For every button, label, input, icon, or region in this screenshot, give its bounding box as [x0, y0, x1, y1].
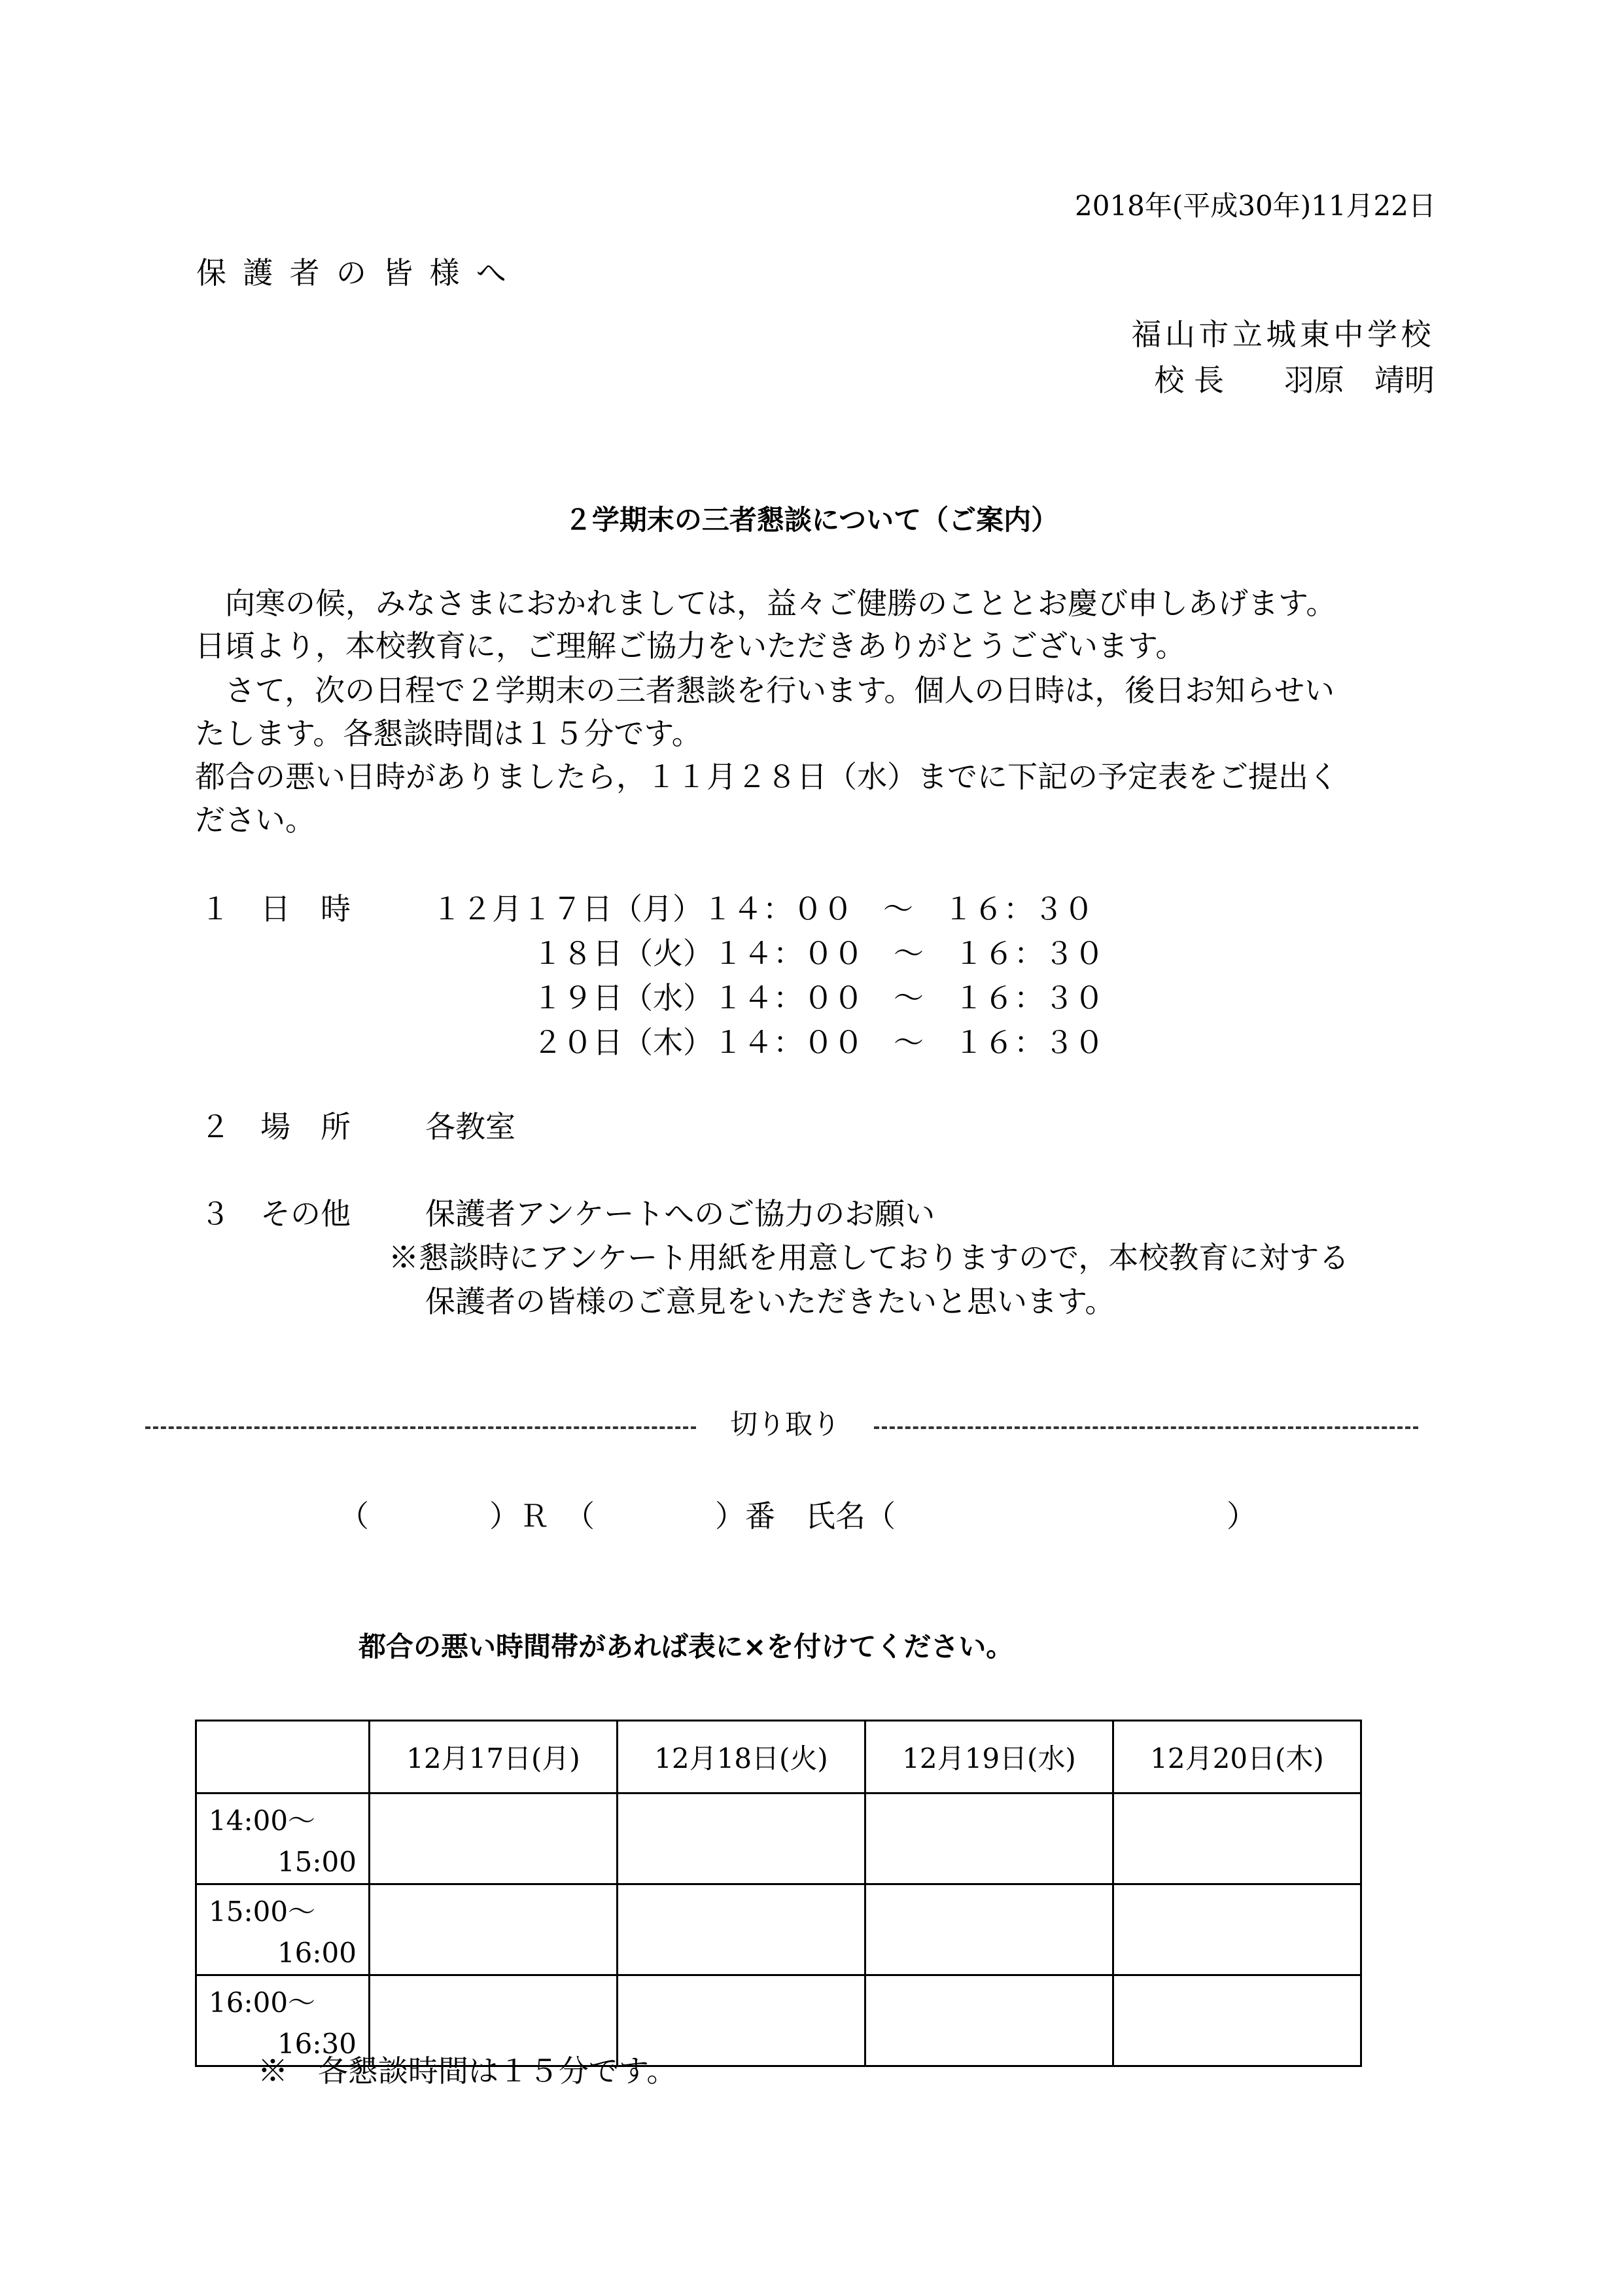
item3-label: ３ その他 — [200, 1196, 351, 1231]
schedule-line: １９日（水）１４：００ ～ １６：３０ — [532, 980, 1104, 1016]
school-name: 福山市立城東中学校 — [1131, 317, 1435, 352]
mark-cell[interactable] — [370, 1884, 618, 1975]
mark-cell[interactable] — [865, 1884, 1113, 1975]
time-slot-cell — [196, 1884, 370, 1975]
footnote: ※ 各懇談時間は１５分です。 — [258, 2053, 677, 2089]
table-title: 都合の悪い時間帯があれば表に×を付けてください。 — [358, 1631, 1014, 1663]
schedule-line: １８日（火）１４：００ ～ １６：３０ — [532, 936, 1104, 971]
time-slot-end: 16:30 — [277, 2028, 357, 2060]
mark-cell[interactable] — [865, 1975, 1113, 2066]
schedule-table — [195, 1720, 1362, 2067]
item2-label: ２ 場 所 — [200, 1109, 351, 1144]
time-slot-start: 16:00～ — [209, 1987, 316, 2019]
name-form-line: （ ）Ｒ （ ）番 氏名（ ） — [339, 1498, 1257, 1534]
table-header-row — [196, 1721, 1361, 1793]
body-line: 日頃より，本校教育に，ご理解ご協力をいただきありがとうございます。 — [195, 628, 1186, 663]
body-line: ださい。 — [195, 802, 315, 838]
mark-cell[interactable] — [618, 1884, 865, 1975]
schedule-line: ２０日（木）１４：００ ～ １６：３０ — [532, 1025, 1104, 1060]
cut-line-left — [145, 1426, 696, 1429]
mark-cell[interactable] — [1113, 1884, 1361, 1975]
body-line: たします。各懇談時間は１５分です。 — [195, 716, 702, 751]
body-line: 向寒の候，みなさまにおかれましては，益々ご健勝のこととお慶び申しあげます。 — [195, 586, 1336, 621]
time-slot-cell — [196, 1975, 370, 2066]
table-row — [196, 1793, 1361, 1884]
time-slot-end: 15:00 — [277, 1846, 357, 1878]
principal-name: 校 長 羽原 靖明 — [1154, 362, 1435, 398]
note-line: 保護者の皆様のご意見をいただきたいと思います。 — [425, 1284, 1115, 1319]
mark-cell[interactable] — [370, 1793, 618, 1884]
time-slot-end: 16:00 — [277, 1937, 357, 1969]
body-line: さて，次の日程で２学期末の三者懇談を行います。個人の日時は，後日お知らせい — [195, 673, 1335, 708]
time-slot-cell — [196, 1793, 370, 1884]
date-line: 2018年(平成30年)11月22日 — [1075, 190, 1436, 222]
cut-line-right — [874, 1426, 1418, 1429]
item1-label: １ 日 時 — [200, 891, 351, 927]
table-header-cell: 12月18日(火) — [618, 1721, 865, 1793]
other-value: 保護者アンケートへのご協力のお願い — [425, 1196, 935, 1231]
recipient: 保護者の皆様へ — [196, 255, 523, 291]
place-value: 各教室 — [425, 1109, 515, 1144]
document-title: ２学期末の三者懇談について（ご案内） — [564, 504, 1059, 536]
mark-cell[interactable] — [865, 1793, 1113, 1884]
table-header-cell: 12月19日(水) — [865, 1721, 1113, 1793]
mark-cell[interactable] — [618, 1975, 865, 2066]
schedule-line: １２月１７日（月）１４：００ ～ １６：３０ — [432, 891, 1094, 927]
table-header-cell: 12月20日(木) — [1113, 1721, 1361, 1793]
time-slot-start: 15:00～ — [209, 1896, 316, 1928]
table-row — [196, 1975, 1361, 2066]
table-header-cell: 12月17日(月) — [370, 1721, 618, 1793]
table-corner-cell — [196, 1721, 370, 1793]
cut-label: 切り取り — [729, 1408, 840, 1440]
time-slot-start: 14:00～ — [209, 1805, 316, 1837]
table-row — [196, 1884, 1361, 1975]
body-line: 都合の悪い日時がありましたら，１１月２８日（水）までに下記の予定表をご提出く — [195, 759, 1338, 794]
mark-cell[interactable] — [370, 1975, 618, 2066]
note-line: ※懇談時にアンケート用紙を用意しておりますので，本校教育に対する — [389, 1240, 1350, 1275]
mark-cell[interactable] — [1113, 1975, 1361, 2066]
mark-cell[interactable] — [618, 1793, 865, 1884]
mark-cell[interactable] — [1113, 1793, 1361, 1884]
